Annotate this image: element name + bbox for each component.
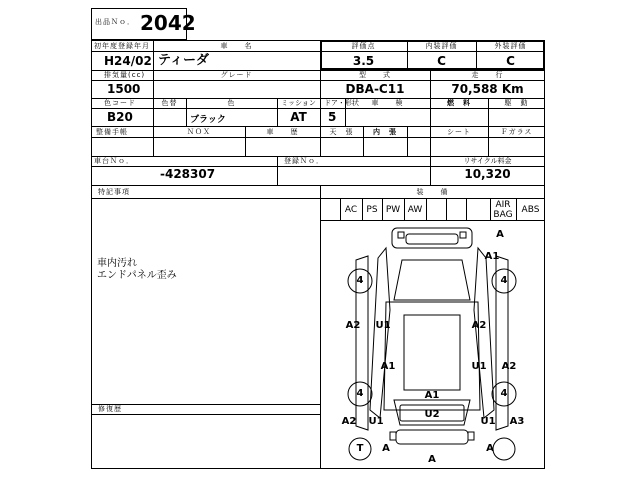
diagram-label: 4: [500, 275, 508, 286]
interior-score-value: C: [437, 54, 446, 68]
score-label: 評価点: [351, 42, 376, 50]
diagram-label: 4: [356, 388, 364, 399]
diagram-label: 4: [356, 275, 364, 286]
diagram-label: U1: [480, 416, 496, 427]
car-diagram: [320, 220, 545, 469]
diagram-label: A2: [341, 416, 357, 427]
car-name-value: ティーダ: [158, 53, 209, 68]
note-interior-dirt: 車内汚れ: [97, 258, 137, 269]
color-value: ブラック: [190, 115, 226, 125]
diagram-label: A: [382, 443, 390, 454]
diagram-label: A1: [424, 390, 440, 401]
diagram-label: A1: [484, 251, 500, 262]
equip-ac: AC: [344, 205, 358, 215]
diagram-label: A1: [380, 361, 396, 372]
diagram-label: A2: [345, 320, 361, 331]
drive-label: 駆 動: [504, 99, 529, 107]
color-change-label: 色替: [161, 99, 178, 107]
diagram-label: A: [486, 443, 494, 454]
repair-history-label: 修復歴: [98, 405, 122, 413]
model-value: DBA-C11: [345, 82, 405, 96]
recycle-fee-value: 10,320: [464, 167, 511, 181]
ceiling-label: 天 張: [329, 128, 354, 136]
interior-trim-label: 内 張: [373, 128, 397, 136]
diagram-label: A: [428, 454, 436, 465]
color-code-label: 色コード: [104, 99, 136, 107]
seat-label: シート: [447, 128, 471, 136]
equip-pw: PW: [385, 205, 401, 215]
special-notes-label: 特記事項: [98, 188, 130, 196]
diagram-label: T: [356, 443, 364, 454]
mileage-label: 走 行: [471, 71, 504, 79]
equip-aw: AW: [407, 205, 423, 215]
diagram-label: U1: [375, 320, 391, 331]
doors-value: 5: [328, 110, 337, 124]
displacement-label: 排気量(cc): [104, 71, 146, 79]
diagram-label: A2: [471, 320, 487, 331]
diagram-label: U2: [424, 409, 440, 420]
note-end-panel-distortion: エンドパネル歪み: [97, 270, 177, 281]
doors-label: ドア・形状: [324, 99, 359, 107]
front-glass-label: Ｆガラス: [500, 128, 533, 136]
fuel-label: 燃 料: [447, 99, 471, 107]
chassis-no-value: -428307: [160, 167, 216, 181]
first-reg-label: 初年度登録年月: [94, 42, 150, 50]
exterior-score-label: 外装評価: [494, 42, 527, 50]
registration-no-label: 登録Ｎｏ．: [284, 157, 324, 165]
lot-number: 2042: [140, 11, 196, 35]
equipment-label: 装 備: [416, 188, 449, 196]
diagram-label: A: [496, 229, 504, 240]
model-label: 型 式: [359, 71, 391, 79]
nox-label: ＮＯＸ: [187, 128, 211, 136]
diagram-label: A3: [509, 416, 525, 427]
grade-label: グレード: [220, 71, 253, 79]
diagram-label: U1: [368, 416, 384, 427]
mileage-value: 70,588 Km: [451, 82, 524, 96]
recycle-fee-label: リサイクル料金: [463, 157, 512, 165]
first-reg-value: H24/02: [104, 54, 152, 68]
color-label: 色: [227, 99, 236, 107]
diagram-label: A2: [501, 361, 517, 372]
chassis-no-label: 車台Ｎｏ．: [94, 157, 134, 165]
equip-ps: PS: [366, 205, 378, 215]
interior-score-label: 内装評価: [425, 42, 458, 50]
equip-airbag: AIR BAG: [493, 200, 513, 220]
lot-number-label: 出品Ｎｏ．: [95, 18, 135, 26]
exterior-score-value: C: [506, 54, 515, 68]
score-value: 3.5: [352, 54, 375, 68]
diagram-label: U1: [471, 361, 487, 372]
inspection-label: 車 検: [371, 99, 404, 107]
color-code-value: B20: [107, 110, 133, 124]
mission-value: AT: [290, 110, 307, 124]
displacement-value: 1500: [107, 82, 141, 96]
maintenance-book-label: 整備手帳: [96, 128, 128, 136]
mission-label: ミッション: [281, 99, 316, 107]
car-name-label: 車 名: [220, 42, 253, 50]
diagram-label: 4: [500, 388, 508, 399]
equip-abs: ABS: [521, 205, 540, 215]
vehicle-history-label: 車 歴: [266, 128, 299, 136]
